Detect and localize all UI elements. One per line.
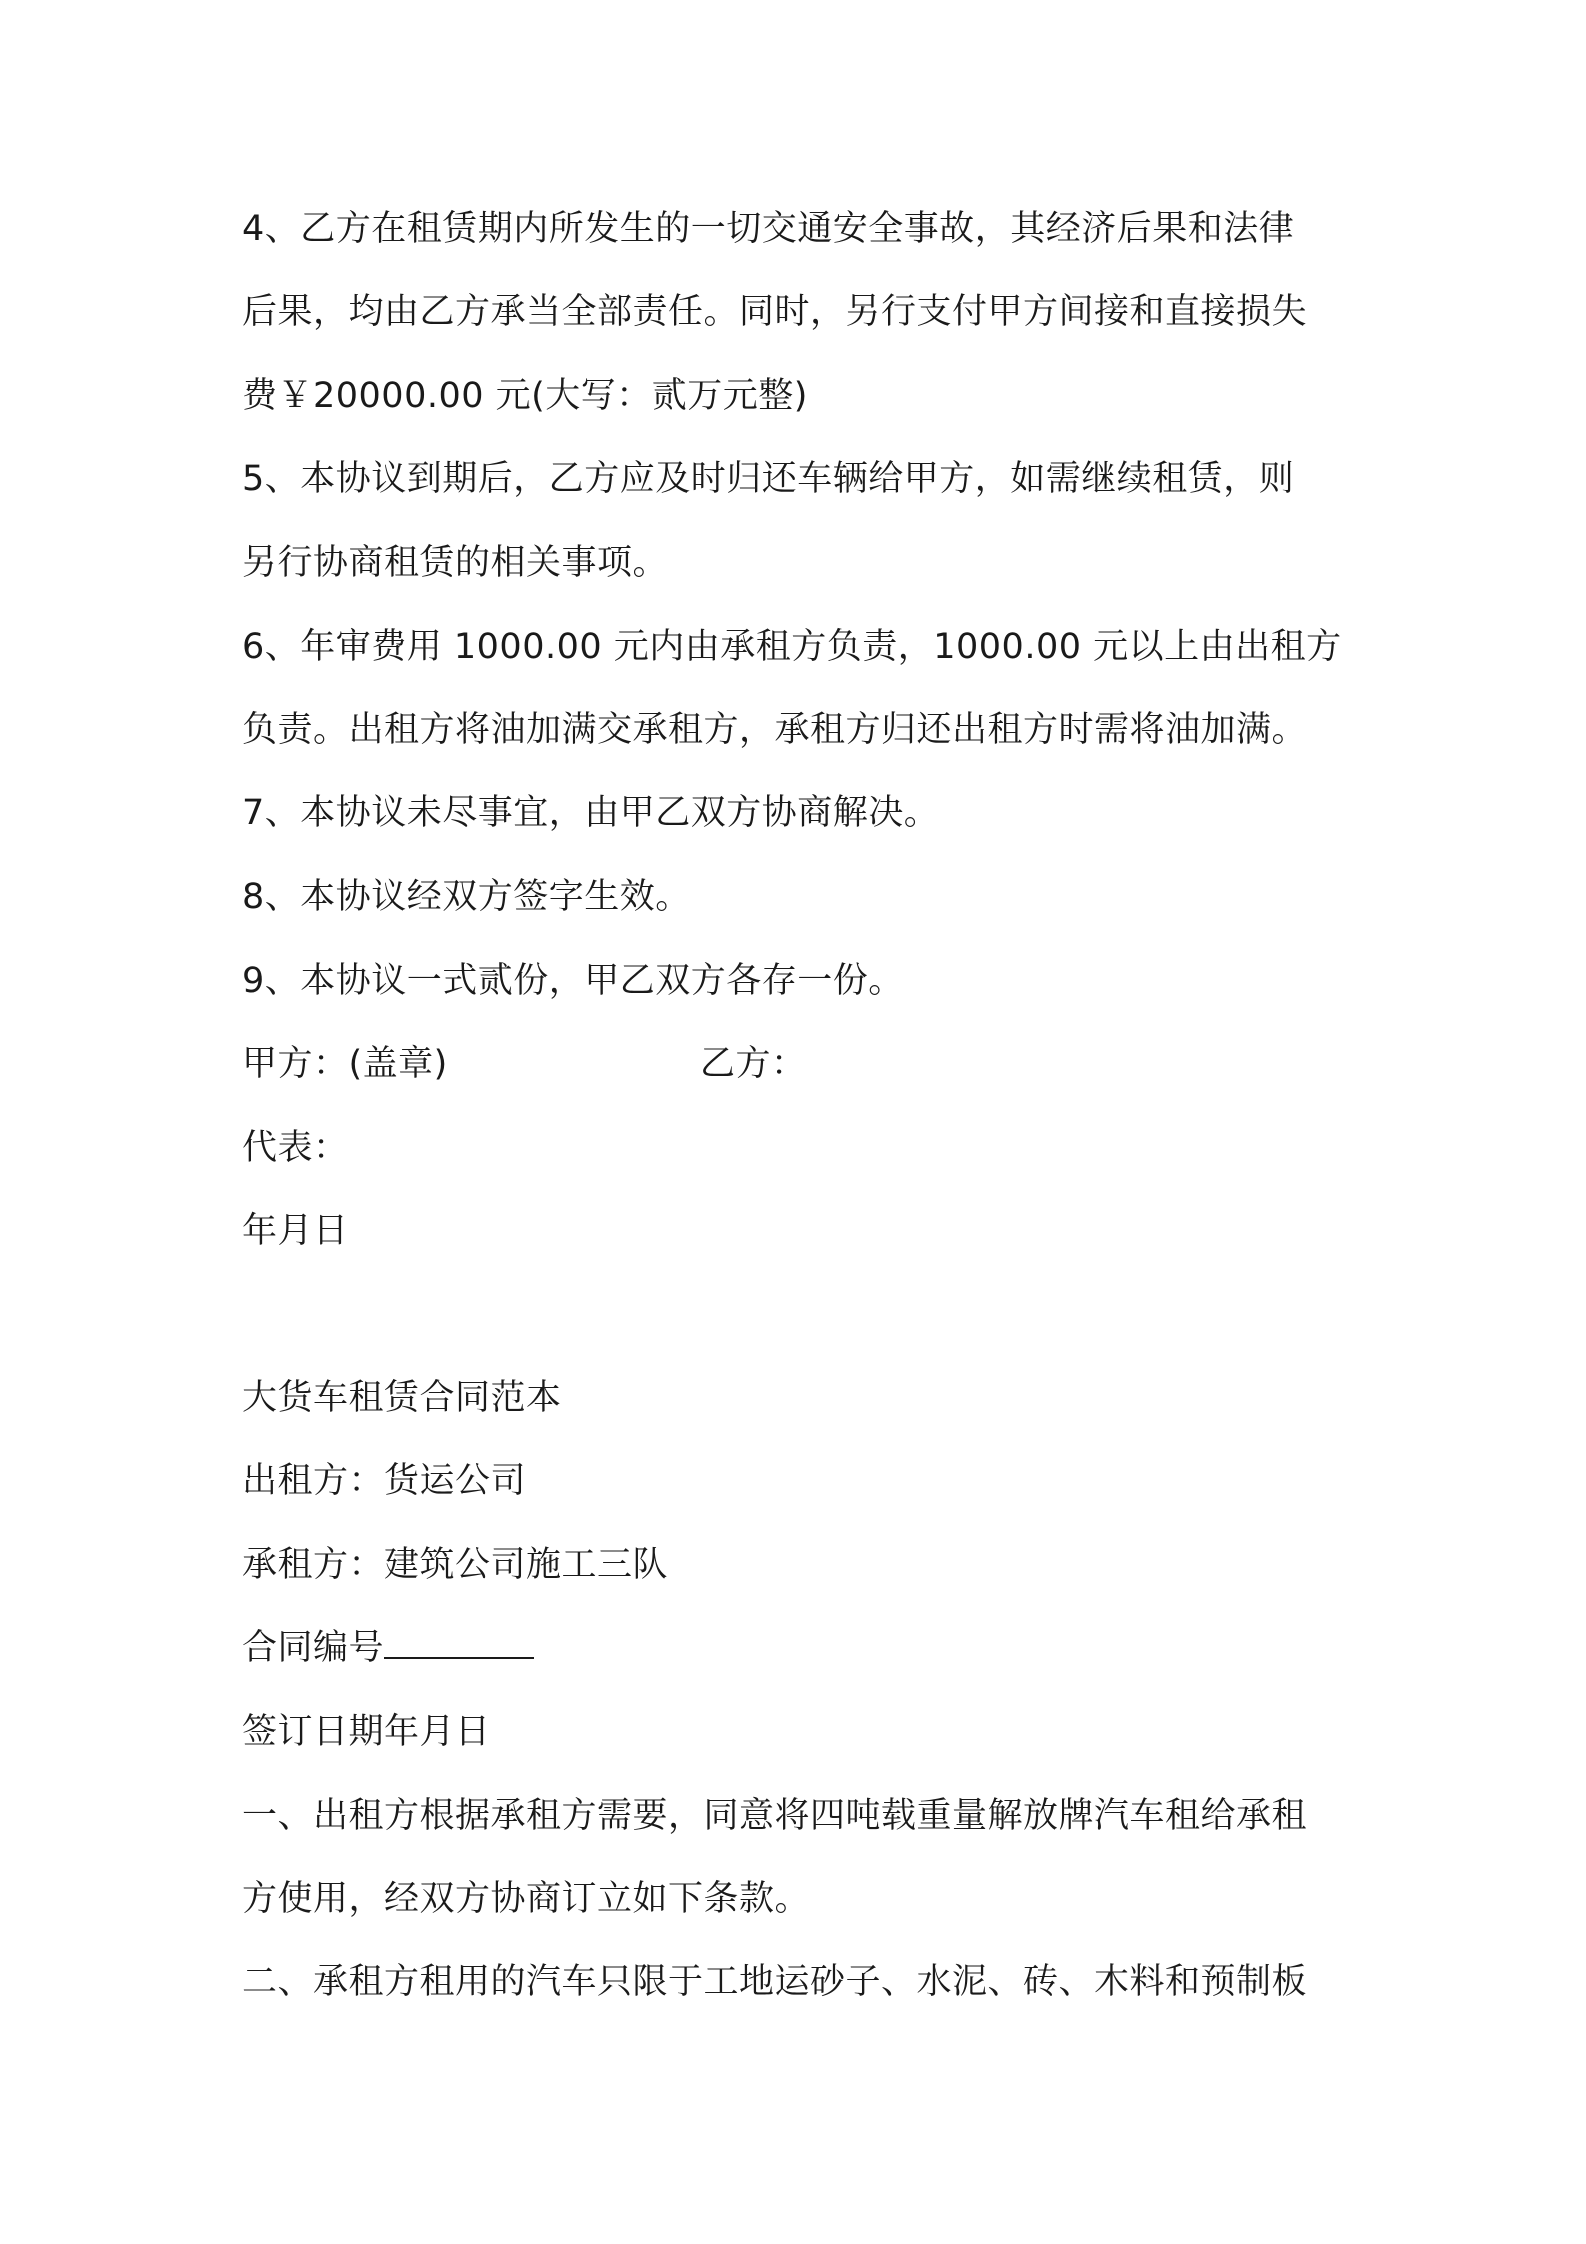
clause-4-line-3: 费￥20000.00 元(大写：贰万元整)	[242, 376, 808, 416]
party-a-label: 甲方：(盖章)	[242, 1044, 448, 1084]
clause-two-line-1: 二、承租方租用的汽车只限于工地运砂子、水泥、砖、木料和预制板	[242, 1962, 1308, 2002]
clause-4-line-2: 后果，均由乙方承当全部责任。同时，另行支付甲方间接和直接损失	[242, 292, 1308, 332]
clause-6-line-2: 负责。出租方将油加满交承租方，承租方归还出租方时需将油加满。	[242, 710, 1308, 750]
clause-one-line-2: 方使用，经双方协商订立如下条款。	[242, 1879, 811, 1919]
lessor-line: 出租方：货运公司	[242, 1461, 527, 1501]
clause-4-line-1: 4、乙方在租赁期内所发生的一切交通安全事故，其经济后果和法律	[242, 209, 1295, 249]
contract-number-line	[242, 1624, 534, 1672]
contract-number-label: 合同编号	[242, 1628, 385, 1668]
clause-9: 9、本协议一式贰份，甲乙双方各存一份。	[242, 961, 904, 1001]
clause-5-line-1: 5、本协议到期后，乙方应及时归还车辆给甲方，如需继续租赁，则	[242, 459, 1295, 499]
clause-one-line-1: 一、出租方根据承租方需要，同意将四吨载重量解放牌汽车租给承租	[242, 1796, 1308, 1836]
sign-date-line: 签订日期年月日	[242, 1712, 491, 1752]
date-label: 年月日	[242, 1211, 349, 1251]
clause-8: 8、本协议经双方签字生效。	[242, 877, 691, 917]
signature-row	[242, 1040, 448, 1088]
clause-6-line-1: 6、年审费用 1000.00 元内由承租方负责，1000.00 元以上由出租方	[242, 627, 1342, 667]
lessee-line: 承租方：建筑公司施工三队	[242, 1545, 669, 1585]
party-b-label: 乙方：	[700, 1044, 807, 1084]
second-contract-title: 大货车租赁合同范本	[242, 1378, 562, 1418]
clause-7: 7、本协议未尽事宜，由甲乙双方协商解决。	[242, 793, 940, 833]
contract-number-blank	[384, 1627, 534, 1659]
clause-5-line-2: 另行协商租赁的相关事项。	[242, 543, 669, 583]
representative-label: 代表：	[242, 1128, 349, 1168]
